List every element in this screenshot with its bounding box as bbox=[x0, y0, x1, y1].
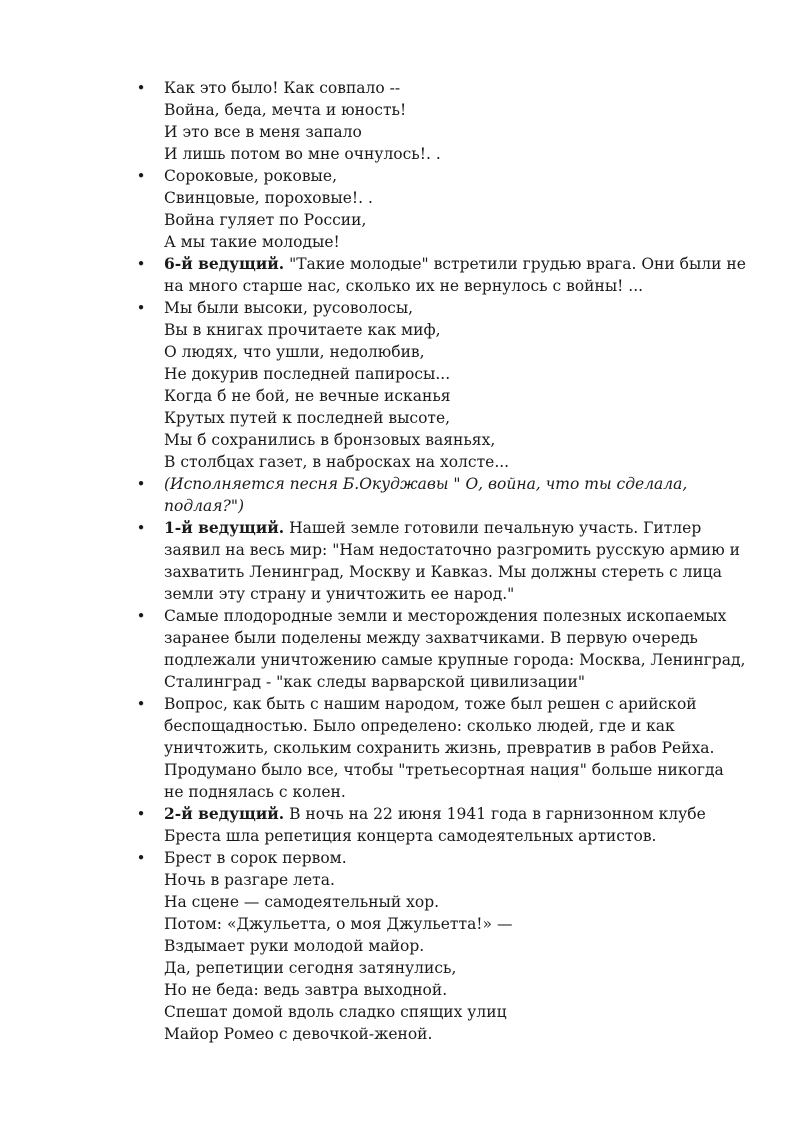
list-item-host-2 bbox=[134, 803, 754, 847]
bullet-icon: • bbox=[136, 167, 146, 185]
bullet-icon: • bbox=[136, 299, 146, 317]
paragraph-line: беспощадностью. Было определено: сколько людей, где и как bbox=[164, 717, 675, 735]
paragraph-line bbox=[164, 803, 754, 825]
paragraph-line: Вопрос, как быть с нашим народом, тоже был решен с арийской bbox=[164, 695, 697, 713]
paragraph-line: Самые плодородные земли и месторождения полезных ископаемых bbox=[164, 607, 727, 625]
poem-line: Война, беда, мечта и юность! bbox=[164, 101, 407, 119]
list-item-song-note bbox=[134, 473, 754, 517]
list-item-poem-4 bbox=[134, 847, 754, 1045]
poem-line: Мы б сохранились в бронзовых ваяньях, bbox=[164, 431, 496, 449]
bullet-icon: • bbox=[136, 695, 146, 713]
bullet-list bbox=[134, 77, 754, 1045]
paragraph-line bbox=[164, 517, 754, 539]
paragraph-line: Продумано было все, чтобы "третьесортная нация" больше никогда bbox=[164, 761, 724, 779]
paragraph-line: Сталинград - "как следы варварской цивилизации" bbox=[164, 673, 586, 691]
paragraph-line bbox=[164, 253, 754, 275]
poem-line: И это все в меня запало bbox=[164, 123, 362, 141]
list-item-poem-3 bbox=[134, 297, 754, 473]
bullet-icon: • bbox=[136, 475, 146, 493]
stage-direction-line: подлая?") bbox=[164, 497, 244, 515]
speech-text: В ночь на 22 июня 1941 года в гарнизонном клубе bbox=[284, 805, 706, 823]
poem-line: И лишь потом во мне очнулось!. . bbox=[164, 145, 441, 163]
bullet-icon: • bbox=[136, 255, 146, 273]
poem-line: Вздымает руки молодой майор. bbox=[164, 937, 425, 955]
bullet-icon: • bbox=[136, 79, 146, 97]
paragraph-line: уничтожить, скольким сохранить жизнь, превратив в рабов Рейха. bbox=[164, 739, 715, 757]
poem-line: О людях, что ушли, недолюбив, bbox=[164, 343, 425, 361]
list-item-question bbox=[134, 693, 754, 803]
paragraph-line: подлежали уничтожению самые крупные города: Москва, Ленинград, bbox=[164, 651, 746, 669]
poem-line: На сцене — самодеятельный хор. bbox=[164, 893, 440, 911]
paragraph-line: на много старше нас, сколько их не вернулось с войны! ... bbox=[164, 277, 644, 295]
poem-line: Когда б не бой, не вечные исканья bbox=[164, 387, 451, 405]
list-item-host-6 bbox=[134, 253, 754, 297]
paragraph-line: захватить Ленинград, Москву и Кавказ. Мы должны стереть с лица bbox=[164, 563, 722, 581]
paragraph-line: заранее были поделены между захватчиками. В первую очередь bbox=[164, 629, 698, 647]
poem-line: А мы такие молодые! bbox=[164, 233, 340, 251]
list-item-poem-1 bbox=[134, 77, 754, 165]
poem-line: Брест в сорок первом. bbox=[164, 849, 347, 867]
bullet-icon: • bbox=[136, 849, 146, 867]
speech-text: Нашей земле готовили печальную участь. Гитлер bbox=[284, 519, 702, 537]
poem-line: Мы были высоки, русоволосы, bbox=[164, 299, 414, 317]
paragraph-line: заявил на весь мир: "Нам недостаточно разгромить русскую армию и bbox=[164, 541, 740, 559]
poem-line: Но не беда: ведь завтра выходной. bbox=[164, 981, 448, 999]
poem-line: Как это было! Как совпало -- bbox=[164, 79, 401, 97]
poem-line: Сороковые, роковые, bbox=[164, 167, 337, 185]
bullet-icon: • bbox=[136, 519, 146, 537]
poem-line: Майор Ромео с девочкой-женой. bbox=[164, 1025, 433, 1043]
paragraph-line: Бреста шла репетиция концерта самодеятельных артистов. bbox=[164, 827, 657, 845]
poem-line: Свинцовые, пороховые!. . bbox=[164, 189, 373, 207]
paragraph-line: не поднялась с колен. bbox=[164, 783, 346, 801]
bullet-icon: • bbox=[136, 607, 146, 625]
stage-direction-line: (Исполняется песня Б.Окуджавы " О, война, что ты сделала, bbox=[164, 475, 688, 493]
poem-line: Война гуляет по России, bbox=[164, 211, 367, 229]
speech-text: "Такие молодые" встретили грудью врага. Они были не bbox=[284, 255, 746, 273]
list-item-lands bbox=[134, 605, 754, 693]
poem-line: Ночь в разгаре лета. bbox=[164, 871, 335, 889]
speaker-label: 1-й ведущий. bbox=[164, 518, 285, 537]
poem-line: Да, репетиции сегодня затянулись, bbox=[164, 959, 457, 977]
bullet-icon: • bbox=[136, 805, 146, 823]
list-item-host-1 bbox=[134, 517, 754, 605]
poem-line: Крутых путей к последней высоте, bbox=[164, 409, 451, 427]
poem-line: Спешат домой вдоль сладко спящих улиц bbox=[164, 1003, 507, 1021]
speaker-label: 2-й ведущий. bbox=[164, 804, 285, 823]
paragraph-line: земли эту страну и уничтожить ее народ." bbox=[164, 585, 515, 603]
poem-line: Потом: «Джульетта, о моя Джульетта!» — bbox=[164, 915, 513, 933]
poem-line: Не докурив последней папиросы... bbox=[164, 365, 451, 383]
poem-line: Вы в книгах прочитаете как миф, bbox=[164, 321, 441, 339]
list-item-poem-2 bbox=[134, 165, 754, 253]
poem-line: В столбцах газет, в набросках на холсте... bbox=[164, 453, 510, 471]
speaker-label: 6-й ведущий. bbox=[164, 254, 285, 273]
